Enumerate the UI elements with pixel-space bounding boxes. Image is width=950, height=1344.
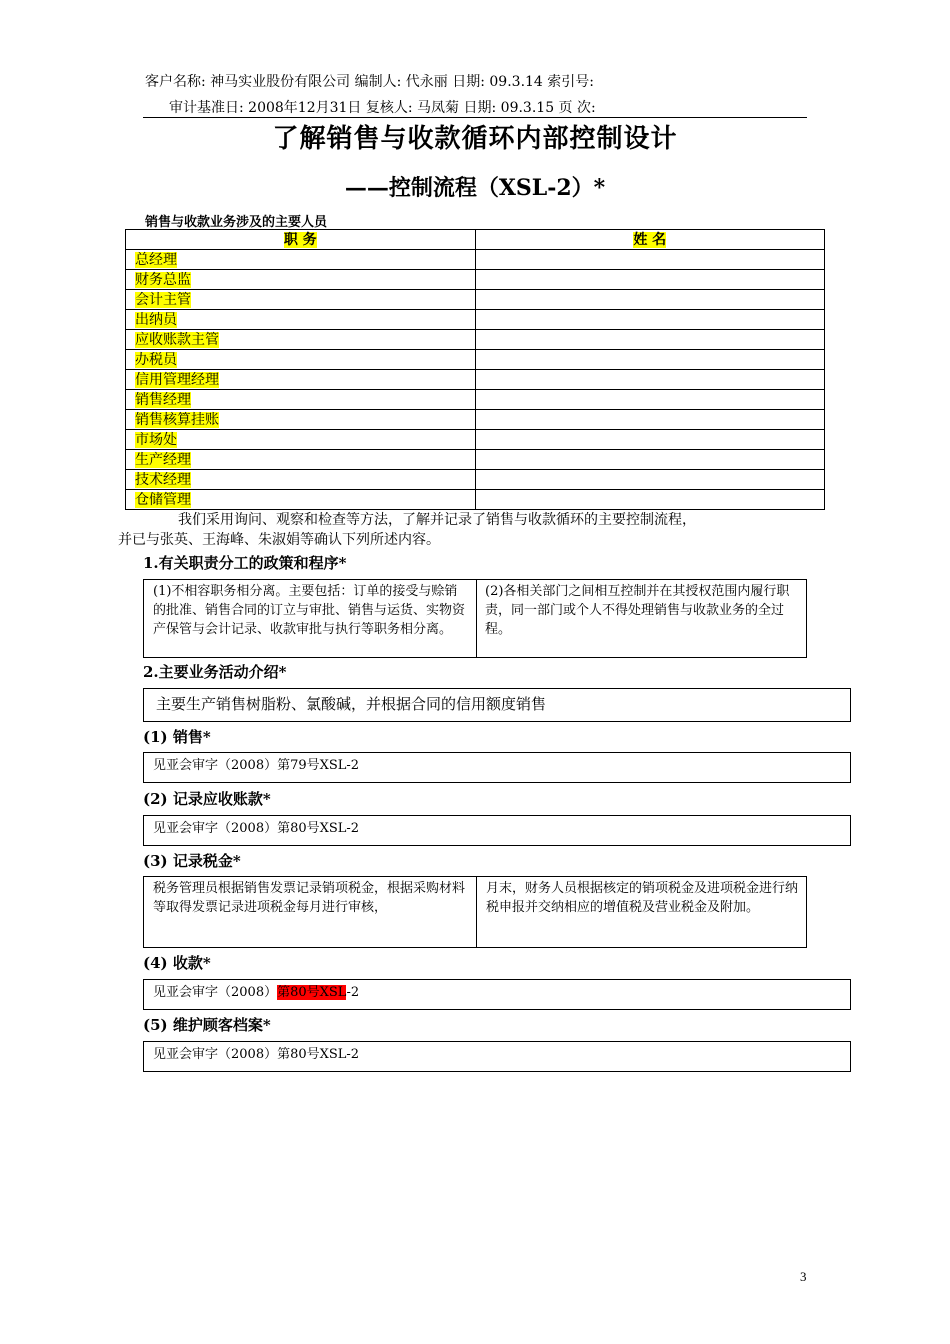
section-1-heading: 1.有关职责分工的政策和程序*	[143, 554, 347, 572]
role-cell: 市场处	[126, 430, 476, 450]
page-number: 3	[800, 1269, 807, 1284]
role-cell: 技术经理	[126, 470, 476, 490]
name-cell[interactable]	[475, 470, 825, 490]
name-cell[interactable]	[475, 290, 825, 310]
page-title: 了解销售与收款循环内部控制设计	[272, 124, 678, 154]
staff-table-caption: 销售与收款业务涉及的主要人员	[145, 215, 328, 230]
role-cell: 信用管理经理	[126, 370, 476, 390]
staff-table-header-row	[126, 230, 825, 250]
table-row	[126, 430, 825, 450]
highlighted-reference: 第80号XSL	[277, 985, 347, 1000]
item-tax-right-box: 月末，财务人员根据核定的销项税金及进项税金进行纳税申报并交纳相应的增值税及营业税金及附加。	[476, 876, 807, 948]
item-tax-left-box: 税务管理员根据销售发票记录销项税金，根据采购材料等取得发票记录进项税金每月进行审核，	[143, 876, 477, 948]
col-name-header: 姓 名	[475, 230, 825, 250]
name-cell[interactable]	[475, 450, 825, 470]
item-customer-file-heading: (5) 维护顾客档案*	[143, 1016, 271, 1034]
item-receivable-heading: (2) 记录应收账款*	[143, 790, 271, 808]
header-line-2: 审计基准日: 2008年12月31日 复核人: 马凤菊 日期: 09.3.15 页 次:	[169, 100, 596, 116]
role-cell: 财务总监	[126, 270, 476, 290]
table-row	[126, 390, 825, 410]
name-cell[interactable]	[475, 350, 825, 370]
item-collection-box: 见亚会审字（2008）第80号XSL-2	[143, 979, 851, 1010]
role-cell: 生产经理	[126, 450, 476, 470]
table-row	[126, 410, 825, 430]
item-sales-box: 见亚会审字（2008）第79号XSL-2	[143, 752, 851, 783]
item-sales-heading: (1) 销售*	[143, 728, 211, 746]
name-cell[interactable]	[475, 490, 825, 510]
col-role-header: 职 务	[126, 230, 476, 250]
name-cell[interactable]	[475, 370, 825, 390]
name-cell[interactable]	[475, 390, 825, 410]
role-cell: 销售经理	[126, 390, 476, 410]
table-row	[126, 470, 825, 490]
role-cell: 销售核算挂账	[126, 410, 476, 430]
item-collection-heading: (4) 收款*	[143, 954, 211, 972]
intro-paragraph	[118, 510, 808, 550]
name-cell[interactable]	[475, 430, 825, 450]
name-cell[interactable]	[475, 270, 825, 290]
table-row	[126, 250, 825, 270]
role-cell: 会计主管	[126, 290, 476, 310]
table-row	[126, 350, 825, 370]
section-2-heading: 2.主要业务活动介绍*	[143, 663, 287, 681]
name-cell[interactable]	[475, 330, 825, 350]
business-summary-box: 主要生产销售树脂粉、氯酸碱，并根据合同的信用额度销售	[143, 688, 851, 722]
item-receivable-box: 见亚会审字（2008）第80号XSL-2	[143, 815, 851, 846]
name-cell[interactable]	[475, 250, 825, 270]
duty-separation-box: (1)不相容职务相分离。主要包括：订单的接受与赊销的批准、销售合同的订立与审批、销售与运货、实物资产保管与会计记录、收款审批与执行等职务相分离。	[143, 579, 477, 658]
table-row	[126, 270, 825, 290]
table-row	[126, 290, 825, 310]
intro-line-1: 我们采用询问、观察和检查等方法，了解并记录了销售与收款循环的主要控制流程，	[178, 512, 696, 528]
name-cell[interactable]	[475, 410, 825, 430]
role-cell: 仓储管理	[126, 490, 476, 510]
header-line-1: 客户名称: 神马实业股份有限公司 编制人: 代永丽 日期: 09.3.14 索引号:	[145, 74, 595, 90]
item-customer-file-box: 见亚会审字（2008）第80号XSL-2	[143, 1041, 851, 1072]
role-cell: 总经理	[126, 250, 476, 270]
name-cell[interactable]	[475, 310, 825, 330]
table-row	[126, 370, 825, 390]
table-row	[126, 330, 825, 350]
staff-table	[125, 229, 825, 510]
role-cell: 应收账款主管	[126, 330, 476, 350]
role-cell: 出纳员	[126, 310, 476, 330]
table-row	[126, 490, 825, 510]
table-row	[126, 310, 825, 330]
role-cell: 办税员	[126, 350, 476, 370]
item-tax-heading: (3) 记录税金*	[143, 852, 241, 870]
intro-line-2: 并已与张英、王海峰、朱淑娟等确认下列所述内容。	[118, 532, 440, 548]
page-subtitle: ——控制流程（XSL-2）*	[344, 175, 606, 201]
mutual-control-box: (2)各相关部门之间相互控制并在其授权范围内履行职责，同一部门或个人不得处理销售与收款业务的全过程。	[476, 579, 807, 658]
table-row	[126, 450, 825, 470]
